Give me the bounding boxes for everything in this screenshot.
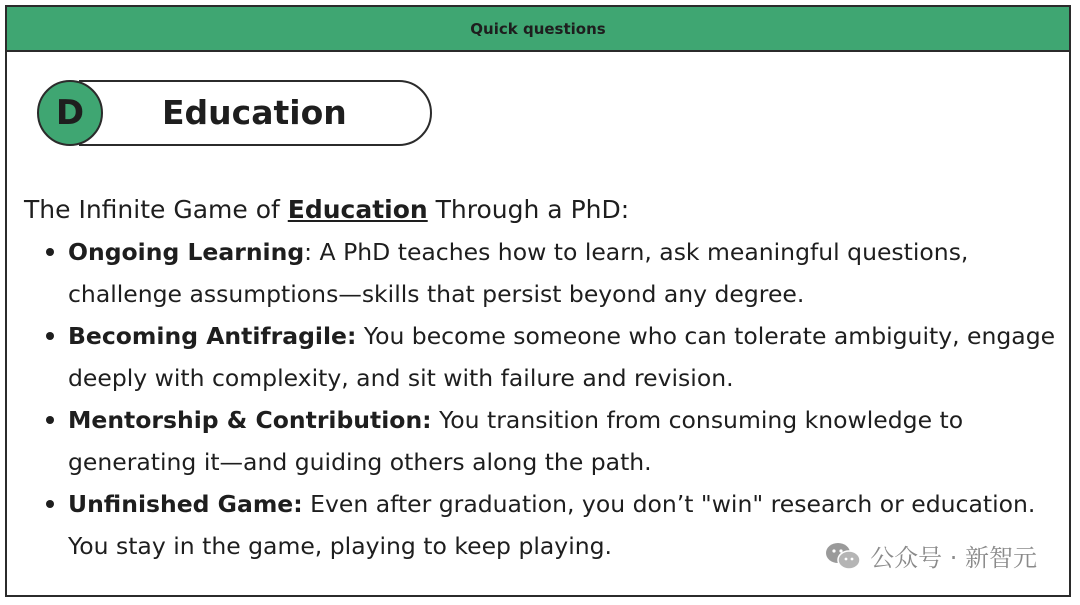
intro-prefix: The Infinite Game of xyxy=(24,195,288,224)
bullet-item xyxy=(24,315,1064,399)
wechat-icon xyxy=(824,541,862,571)
header-title: Quick questions xyxy=(470,19,606,38)
bullet-text: Even after graduation, you don’t "win" research or education. You stay in the game, playing to keep playing. xyxy=(68,490,1036,560)
intro-keyword: Education xyxy=(287,195,428,224)
bullet-dot xyxy=(46,500,54,508)
bullet-term: Becoming Antifragile: xyxy=(68,322,357,350)
intro-line xyxy=(24,189,1064,231)
bullet-dot xyxy=(46,416,54,424)
bullet-dot xyxy=(46,248,54,256)
bullet-term: Ongoing Learning xyxy=(68,238,305,266)
section-letter: D xyxy=(55,93,85,133)
bullet-dot xyxy=(46,332,54,340)
watermark-text: 公众号 · 新智元 xyxy=(870,544,1037,572)
section-badge xyxy=(37,80,103,146)
content xyxy=(24,189,1064,567)
bullet-text: You transition from consuming knowledge to generating it—and guiding others along the path. xyxy=(68,406,964,476)
slide xyxy=(5,5,1071,597)
section-title: Education xyxy=(162,93,347,132)
watermark xyxy=(824,538,1037,573)
bullet-text: You become someone who can tolerate ambiguity, engage deeply with complexity, and sit with failure and revision. xyxy=(68,322,1056,392)
bullet-list xyxy=(24,231,1064,567)
bullet-text: : A PhD teaches how to learn, ask meaningful questions, challenge assumptions—skills that persist beyond any degree. xyxy=(68,238,969,308)
bullet-item xyxy=(24,231,1064,315)
bullet-term: Unfinished Game: xyxy=(68,490,303,518)
bullet-item xyxy=(24,399,1064,483)
header-bar xyxy=(7,7,1069,52)
bullet-term: Mentorship & Contribution: xyxy=(68,406,432,434)
intro-suffix: Through a PhD: xyxy=(427,195,630,224)
